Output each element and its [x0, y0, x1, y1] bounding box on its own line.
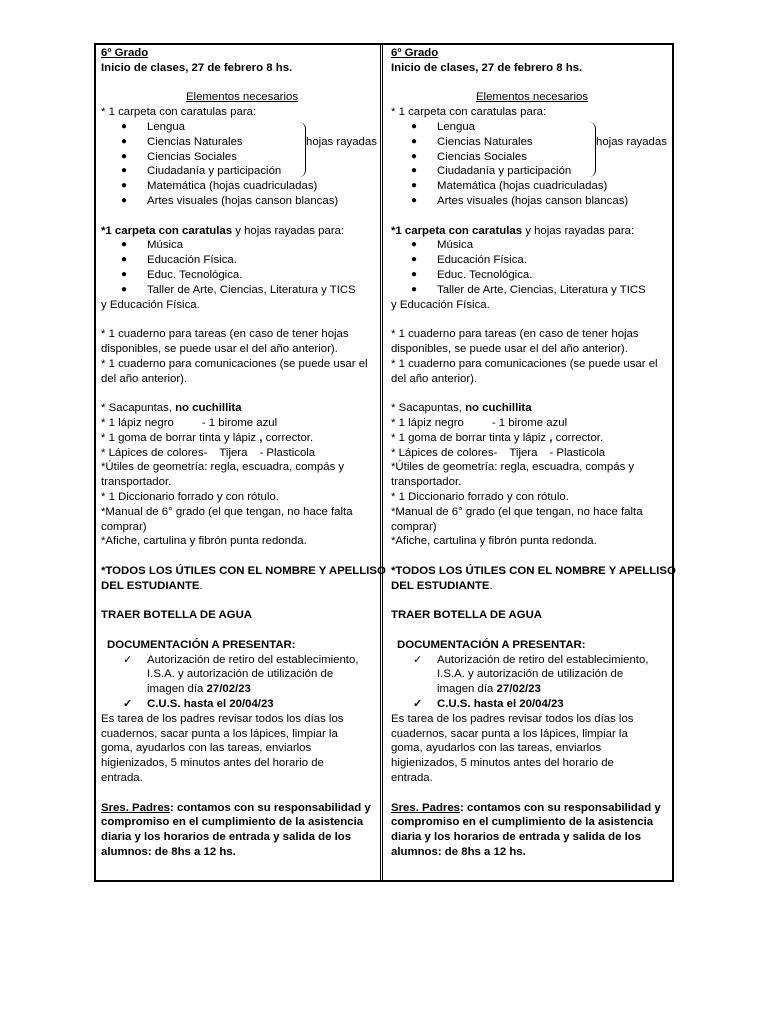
carpeta1-list	[101, 120, 383, 209]
cuaderno-line: del año anterior).	[101, 372, 188, 385]
afiche-line: *Afiche, cartulina y fibrón punta redonda.	[391, 535, 597, 548]
list-item: ● Matemática (hojas cuadriculadas)	[121, 180, 318, 193]
sacapuntas-line: * Sacapuntas, no cuchillita	[391, 402, 532, 415]
cuaderno-line: * 1 cuaderno para comunicaciones (se puede usar el	[391, 357, 658, 370]
diccionario-line: * 1 Diccionario forrado y con rótulo.	[391, 490, 569, 503]
brace-label: hojas rayadas	[306, 135, 377, 148]
cuaderno-line: * 1 cuaderno para comunicaciones (se puede usar el	[101, 357, 368, 370]
geometria-line: transportador.	[391, 476, 462, 489]
manual-line: comprar)	[101, 520, 147, 533]
manual-line: *Manual de 6° grado (el que tengan, no hace falta	[101, 505, 353, 518]
check-item: ✓ C.U.S. hasta el 20/04/23	[413, 698, 564, 711]
list-item: ● Ciencias Naturales	[411, 135, 533, 148]
geometria-line: *Útiles de geometría: regla, escuadra, compás y	[391, 461, 635, 474]
brace-shape	[587, 122, 596, 177]
goma-line: * 1 goma de borrar tinta y lápiz , corrector.	[101, 431, 314, 444]
check-item-cont: imagen día 27/02/23	[437, 683, 541, 696]
lapices-line: * Lápices de colores- Tijera - Plasticola	[101, 446, 316, 459]
afiche-line: *Afiche, cartulina y fibrón punta redonda.	[101, 535, 307, 548]
brace-label: hojas rayadas	[596, 135, 667, 148]
sres-line: diaria y los horarios de entrada y salida de los	[101, 831, 352, 844]
grade-title: 6º Grado	[101, 47, 149, 59]
padres-line: Es tarea de los padres revisar todos los días los	[101, 712, 344, 725]
check-item-cont: I.S.A. y autorización de utilización de	[147, 668, 334, 681]
list-item: ● Música	[121, 239, 184, 252]
list-item: ● Ciencias Sociales	[121, 150, 237, 163]
list-item: ● Ciencias Sociales	[411, 150, 527, 163]
column-left	[101, 46, 386, 860]
cuaderno-line: * 1 cuaderno para tareas (en caso de tener hojas	[391, 328, 639, 341]
check-icon: ✓	[123, 698, 133, 711]
check-item: ✓ C.U.S. hasta el 20/04/23	[123, 698, 274, 711]
manual-line: comprar)	[391, 520, 437, 533]
todos-line: DEL ESTUDIANTE.	[101, 579, 203, 592]
sres-line: alumnos: de 8hs a 12 hs.	[101, 846, 236, 859]
list-item: ● Artes visuales (hojas canson blancas)	[411, 194, 629, 207]
geometria-line: *Útiles de geometría: regla, escuadra, compás y	[101, 461, 345, 474]
sres-line: compromiso en el cumplimiento de la asistencia	[101, 816, 364, 829]
check-item-cont: I.S.A. y autorización de utilización de	[437, 668, 624, 681]
padres-line: goma, ayudarlos con las tareas, enviarlos	[391, 742, 602, 755]
padres-line: Es tarea de los padres revisar todos los días los	[391, 712, 634, 725]
list-item: ● Educ. Tecnológica.	[121, 268, 243, 281]
sacapuntas-line: * Sacapuntas, no cuchillita	[101, 402, 242, 415]
list-item: ● Educación Física.	[121, 254, 237, 267]
padres-line: cuadernos, sacar punta a los lápices, limpiar la	[391, 727, 628, 740]
sres-line: Sres. Padres: contamos con su responsabilidad y	[391, 801, 661, 814]
sres-line: diaria y los horarios de entrada y salida de los	[391, 831, 642, 844]
carpeta2-tail: y Educación Física.	[391, 298, 490, 311]
carpeta2-intro: *1 carpeta con caratulas y hojas rayadas para:	[101, 224, 345, 237]
list-item: ● Ciudadanía y participación	[121, 165, 282, 178]
start-date: Inicio de clases, 27 de febrero 8 hs.	[101, 61, 293, 74]
check-item: ✓ Autorización de retiro del establecimiento,	[413, 653, 649, 666]
check-icon: ✓	[413, 653, 423, 666]
list-item: ● Ciencias Naturales	[121, 135, 243, 148]
padres-line: entrada.	[391, 772, 433, 785]
list-item: ● Música	[411, 239, 474, 252]
padres-line: higienizados, 5 minutos antes del horario de	[101, 757, 324, 770]
todos-line: DEL ESTUDIANTE.	[391, 579, 493, 592]
geometria-line: transportador.	[101, 476, 172, 489]
cuaderno-line: * 1 cuaderno para tareas (en caso de tener hojas	[101, 328, 349, 341]
list-item: ● Matemática (hojas cuadriculadas)	[411, 180, 608, 193]
list-item: ● Ciudadanía y participación	[411, 165, 572, 178]
documentacion-title: DOCUMENTACIÓN A PRESENTAR:	[107, 638, 296, 651]
check-item: ✓ Autorización de retiro del establecimiento,	[123, 653, 359, 666]
lapiz-line: * 1 lápiz negro - 1 birome azul	[101, 416, 278, 429]
carpeta1-list	[391, 120, 673, 209]
carpeta1-intro: * 1 carpeta con caratulas para:	[101, 106, 257, 119]
diccionario-line: * 1 Diccionario forrado y con rótulo.	[101, 490, 279, 503]
carpeta1-intro: * 1 carpeta con caratulas para:	[391, 106, 547, 119]
sres-line: compromiso en el cumplimiento de la asistencia	[391, 816, 654, 829]
list-item: ● Taller de Arte, Ciencias, Literatura y TICS	[121, 283, 356, 296]
todos-line: *TODOS LOS ÚTILES CON EL NOMBRE Y APELLISO	[391, 564, 676, 577]
botella-line: TRAER BOTELLA DE AGUA	[101, 609, 253, 622]
check-icon: ✓	[123, 653, 133, 666]
elementos-title: Elementos necesarios	[475, 91, 589, 104]
list-item: ● Artes visuales (hojas canson blancas)	[121, 194, 339, 207]
manual-line: *Manual de 6° grado (el que tengan, no hace falta	[391, 505, 643, 518]
start-date: Inicio de clases, 27 de febrero 8 hs.	[391, 61, 583, 74]
documentacion-title: DOCUMENTACIÓN A PRESENTAR:	[397, 638, 586, 651]
list-item: ● Taller de Arte, Ciencias, Literatura y TICS	[411, 283, 646, 296]
cuaderno-line: disponibles, se puede usar el del año anterior).	[101, 342, 338, 355]
padres-line: goma, ayudarlos con las tareas, enviarlos	[101, 742, 312, 755]
grade-title: 6º Grado	[391, 47, 439, 59]
check-icon: ✓	[413, 698, 423, 711]
elementos-title: Elementos necesarios	[185, 91, 299, 104]
check-item-cont: imagen día 27/02/23	[147, 683, 251, 696]
sres-line: Sres. Padres: contamos con su responsabilidad y	[101, 801, 371, 814]
padres-line: cuadernos, sacar punta a los lápices, limpiar la	[101, 727, 338, 740]
list-item: ● Educ. Tecnológica.	[411, 268, 533, 281]
lapiz-line: * 1 lápiz negro - 1 birome azul	[391, 416, 568, 429]
list-item: ● Lengua	[411, 120, 476, 133]
padres-line: higienizados, 5 minutos antes del horario de	[391, 757, 614, 770]
padres-line: entrada.	[101, 772, 143, 785]
carpeta2-intro: *1 carpeta con caratulas y hojas rayadas para:	[391, 224, 635, 237]
lapices-line: * Lápices de colores- Tijera - Plasticola	[391, 446, 606, 459]
todos-line: *TODOS LOS ÚTILES CON EL NOMBRE Y APELLISO	[101, 564, 386, 577]
list-item: ● Educación Física.	[411, 254, 527, 267]
cuaderno-line: del año anterior).	[391, 372, 478, 385]
cuaderno-line: disponibles, se puede usar el del año anterior).	[391, 342, 628, 355]
carpeta2-tail: y Educación Física.	[101, 298, 200, 311]
column-right	[391, 46, 676, 860]
botella-line: TRAER BOTELLA DE AGUA	[391, 609, 543, 622]
brace-shape	[297, 122, 306, 177]
goma-line: * 1 goma de borrar tinta y lápiz , corrector.	[391, 431, 604, 444]
list-item: ● Lengua	[121, 120, 186, 133]
sres-line: alumnos: de 8hs a 12 hs.	[391, 846, 526, 859]
